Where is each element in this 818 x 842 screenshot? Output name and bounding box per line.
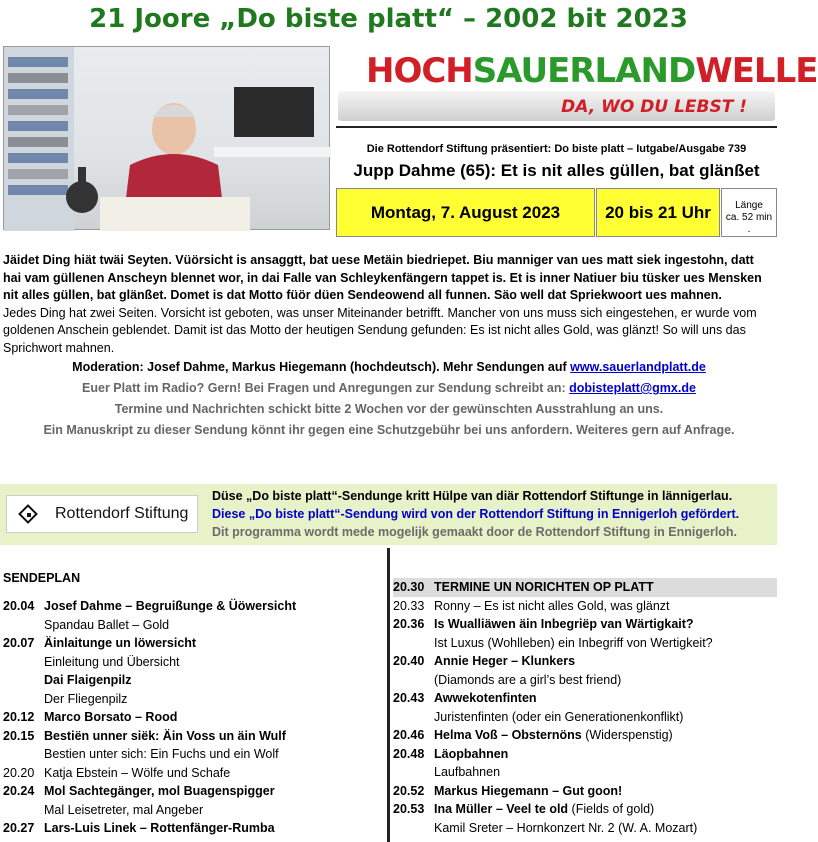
- schedule-time: 20.04: [3, 599, 35, 613]
- schedule-title-text: [434, 578, 654, 597]
- schedule-right-list: [393, 578, 777, 837]
- schedule-left-column: [3, 569, 383, 838]
- logo-slogan: DA, WO DU LEBST !: [561, 97, 747, 117]
- sponsor-line-platt: Düse „Do biste platt“-Sendunge kritt Hülpe van diär Rottendorf Stiftunge in lännigerlau.: [212, 489, 733, 503]
- schedule-item: [393, 652, 777, 671]
- schedule-time: 20.20: [3, 765, 35, 780]
- schedule-item: [3, 634, 383, 653]
- schedule-item: [393, 726, 777, 745]
- schedule-item-extra: (Fields of gold): [568, 802, 655, 816]
- schedule-item: [393, 597, 777, 616]
- schedule-item-title: Äinlaitunge un löwersicht: [44, 636, 197, 650]
- length-label: Länge: [735, 200, 763, 211]
- schedule-title-text: [44, 671, 132, 690]
- schedule-item-subtitle: Juristenfinten (oder ein Generationenkonflikt): [434, 709, 684, 724]
- schedule-title-text: [434, 782, 622, 801]
- broadcast-info: [336, 126, 777, 188]
- schedule-title-text: [44, 708, 177, 727]
- sponsor-banner: [0, 484, 777, 545]
- logo-part-hoch: HOCH: [366, 51, 473, 91]
- contact-line: [3, 378, 775, 399]
- column-divider: [387, 548, 390, 842]
- schedule-item-subtitle: Mal Leisetreter, mal Angeber: [44, 802, 204, 817]
- presenter-photo-illustration: [4, 47, 331, 231]
- sponsor-logo-name: Rottendorf Stiftung: [55, 505, 189, 522]
- schedule-item-extra: (Widerspenstig): [581, 728, 673, 742]
- schedule-item-title: Helma Voß – Obsternöns: [434, 728, 582, 742]
- schedule-item: [393, 689, 777, 708]
- schedule-title-text: [434, 615, 694, 634]
- schedule-item-title: Ronny – Es ist nicht alles Gold, was glänzt: [434, 598, 670, 613]
- schedule-item-subtitle: (Diamonds are a girl’s best friend): [434, 672, 622, 687]
- station-logo: [336, 46, 818, 126]
- moderation-line: [3, 357, 775, 378]
- moderation-text: Moderation: Josef Dahme, Markus Hiegemann (hochdeutsch). Mehr Sendungen auf: [72, 360, 571, 374]
- schedule-time: 20.24: [3, 784, 35, 798]
- description-platt: Jäidet Ding hiät twäi Seyten. Vüörsicht is ansaggtt, bat uese Metäin biedriepet. Biu manniger van ues matt siek ingestohn, datt hai vam güllenen Anscheyn blennet wor, in dai Falle van Schleykenfängern tappet is. Et is inner Natiuer biu tüsker ues Mensken nit alles güllen, bat glänßet. Domet is dat Motto füör düen Sendeowend all funnen. Säo well dat Spriekwoort ues mahnen.: [3, 253, 762, 302]
- schedule-title-text: [44, 782, 275, 801]
- broadcast-time: 20 bis 21 Uhr: [596, 188, 720, 237]
- schedule-item: [3, 782, 383, 801]
- schedule-time: 20.12: [3, 710, 35, 724]
- schedule-item: [3, 819, 383, 838]
- length-value: ca. 52 min: [725, 212, 773, 223]
- schedule-item-title: Markus Hiegemann – Gut goon!: [434, 783, 623, 798]
- schedule-title-text: [434, 689, 537, 708]
- length-dot: .: [747, 224, 751, 235]
- schedule-item-title: Mol Sachtegänger, mol Buagenspigger: [44, 784, 275, 798]
- schedule-item-subtitle: Spandau Ballet – Gold: [44, 617, 170, 632]
- sponsor-text: [212, 487, 777, 541]
- schedule-item-title: Ina Müller – Veel te old: [434, 802, 569, 816]
- page-title: 21 Joore „Do biste platt“ – 2002 bit 2023: [89, 4, 688, 34]
- schedule-title-text: [44, 634, 196, 653]
- schedule-time: 20.30: [393, 580, 425, 594]
- schedule-left-list: [3, 597, 383, 838]
- schedule-title-text: [434, 726, 673, 745]
- schedule-time: 20.27: [3, 821, 35, 835]
- schedule-item-title: Awwekotenfinten: [434, 691, 537, 705]
- broadcast-schedule-row: [336, 188, 777, 237]
- email-link[interactable]: dobisteplatt@gmx.de: [569, 381, 696, 395]
- schedule-item-subtitle: Kamil Sreter – Hornkonzert Nr. 2 (W. A. Mozart): [434, 820, 698, 835]
- schedule-time: 20.40: [393, 654, 425, 668]
- presents-line: Die Rottendorf Stiftung präsentiert: Do biste platt – Iutgabe/Ausgabe 739: [366, 143, 747, 155]
- schedule-time: 20.46: [393, 728, 425, 742]
- schedule-item: [3, 671, 383, 690]
- description: [3, 252, 775, 441]
- schedule-item: [393, 782, 777, 801]
- schedule-item-subtitle: Ist Luxus (Wohlleben) ein Inbegriff von Wertigkeit?: [434, 635, 713, 650]
- schedule-item-title: Dai Flaigenpilz: [44, 673, 132, 687]
- sponsor-line-dutch: Dit programma wordt mede mogelijk gemaakt door de Rottendorf Stiftung in Ennigerloh.: [212, 525, 738, 539]
- schedule-time: 20.36: [393, 617, 425, 631]
- schedule-item: [3, 764, 383, 783]
- description-german: Jedes Ding hat zwei Seiten. Vorsicht ist geboten, was unser Miteinander betrifft. Mancher von uns muss sich eingestehen, er wurde vom goldenen Anschein geblendet. Damit ist das Motto der heutigen Sendung gefunden: Es ist nicht alles Gold, was glänzt! So will uns das Sprichwort mahnen.: [3, 305, 757, 355]
- schedule-item-title: Annie Heger – Klunkers: [434, 654, 576, 668]
- sponsor-diamond-dot: [27, 513, 31, 517]
- schedule-right-column: [393, 578, 777, 837]
- schedule-item-title: Läopbahnen: [434, 746, 509, 761]
- schedule-item-subtitle: Laufbahnen: [434, 765, 501, 779]
- schedule-item: [393, 800, 777, 819]
- schedule-time: 20.15: [3, 728, 35, 743]
- schedule-item-title: Is Wualliäwen äin Inbegriëp van Wärtigkait?: [434, 617, 694, 631]
- schedule-title: SENDEPLAN: [3, 571, 81, 585]
- manuskript-line: Ein Manuskript zu dieser Sendung könnt ihr gegen eine Schutzgebühr bei uns anfordern. Weiteres gern auf Anfrage.: [43, 423, 735, 437]
- schedule-title-text: [44, 727, 286, 746]
- schedule-item: [393, 745, 777, 764]
- broadcast-date: Montag, 7. August 2023: [336, 188, 595, 237]
- schedule-title-text: [434, 652, 575, 671]
- schedule-item-subtitle: Bestien unter sich: Ein Fuchs und ein Wolf: [44, 747, 279, 761]
- contact-text: Euer Platt im Radio? Gern! Bei Fragen und Anregungen zur Sendung schreibt an:: [82, 381, 570, 395]
- sponsor-logo: [6, 495, 198, 533]
- schedule-time: 20.07: [3, 636, 35, 650]
- schedule-item: [393, 615, 777, 634]
- schedule-item-title: Katja Ebstein – Wölfe und Schafe: [44, 765, 231, 780]
- schedule-title-text: [434, 597, 670, 616]
- schedule-item: [393, 578, 777, 597]
- logo-wordmark: [366, 49, 818, 93]
- schedule-item: [3, 727, 383, 746]
- schedule-time: 20.33: [393, 598, 425, 613]
- logo-part-sauerland: SAUERLAND: [472, 51, 696, 91]
- schedule-item-title: Josef Dahme – Begruißunge & Üöwersicht: [44, 599, 297, 613]
- presenter-photo: [3, 46, 330, 230]
- schedule-time: [3, 671, 44, 690]
- schedule-time: 20.43: [393, 691, 425, 705]
- schedule-item-title: Lars-Luis Linek – Rottenfänger-Rumba: [44, 821, 275, 835]
- schedule-title-text: [434, 800, 654, 819]
- schedule-item-title: Bestiën unner siëk: Äin Voss un äin Wulf: [44, 728, 286, 743]
- schedule-title-text: [44, 819, 275, 838]
- schedule-item-subtitle: Einleitung und Übersicht: [44, 654, 180, 669]
- schedule-item-subtitle: Der Fliegenpilz: [44, 691, 128, 706]
- schedule-item-title: Marco Borsato – Rood: [44, 710, 178, 724]
- schedule-item: [3, 708, 383, 727]
- schedule-time: 20.53: [393, 802, 425, 816]
- schedule-title-text: [44, 764, 230, 783]
- website-link[interactable]: www.sauerlandplatt.de: [570, 360, 706, 374]
- schedule-time: 20.52: [393, 783, 425, 798]
- logo-part-welle: WELLE: [695, 51, 818, 91]
- broadcast-length: [721, 188, 777, 237]
- schedule-title-text: [44, 597, 296, 616]
- termine-line: Termine und Nachrichten schickt bitte 2 Wochen vor der gewünschten Ausstrahlung an uns.: [114, 402, 664, 416]
- schedule-item: [3, 597, 383, 616]
- episode-title: Jupp Dahme (65): Et is nit alles güllen, bat glänßet: [353, 161, 760, 180]
- sponsor-line-german: Diese „Do biste platt“-Sendung wird von der Rottendorf Stiftung in Ennigerloh gefördert.: [212, 507, 740, 521]
- schedule-time: 20.48: [393, 746, 425, 761]
- schedule-item-title: TERMINE UN NORICHTEN OP PLATT: [434, 580, 654, 594]
- schedule-title-text: [434, 745, 508, 764]
